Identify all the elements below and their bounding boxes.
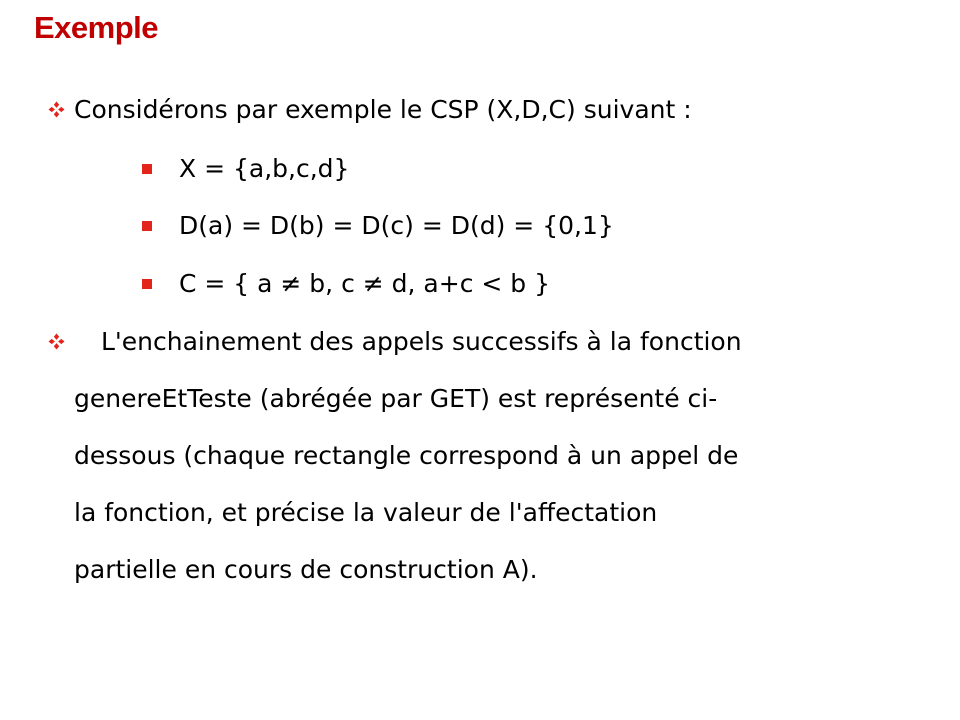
sub-bullet-variables-text: X = {a,b,c,d} — [179, 154, 350, 183]
bullet-intro-text: Considérons par exemple le CSP (X,D,C) suivant : — [74, 95, 692, 124]
slide-title: Exemple — [34, 10, 159, 45]
square-bullet-icon — [142, 164, 152, 174]
bullet-description — [48, 313, 928, 598]
sub-bullet-constraints — [142, 255, 550, 312]
description-line: dessous (chaque rectangle correspond à un appel de — [74, 441, 739, 470]
square-bullet-icon — [142, 221, 152, 231]
four-diamond-bullet-icon — [48, 313, 74, 370]
description-line: la fonction, et précise la valeur de l'affectation — [74, 498, 658, 527]
four-diamond-bullet-icon — [48, 81, 74, 138]
sub-bullet-constraints-text: C = { a ≠ b, c ≠ d, a+c < b } — [179, 269, 550, 298]
sub-bullet-domains — [142, 197, 614, 254]
description-line: partielle en cours de construction A). — [74, 555, 538, 584]
square-bullet-icon — [142, 279, 152, 289]
sub-bullet-variables — [142, 140, 349, 197]
sub-bullet-domains-text: D(a) = D(b) = D(c) = D(d) = {0,1} — [179, 211, 614, 240]
description-line: genereEtTeste (abrégée par GET) est représenté ci- — [74, 384, 718, 413]
bullet-intro — [48, 81, 692, 138]
description-line: L'enchainement des appels successifs à la fonction — [101, 327, 742, 356]
description-paragraph — [48, 313, 742, 598]
